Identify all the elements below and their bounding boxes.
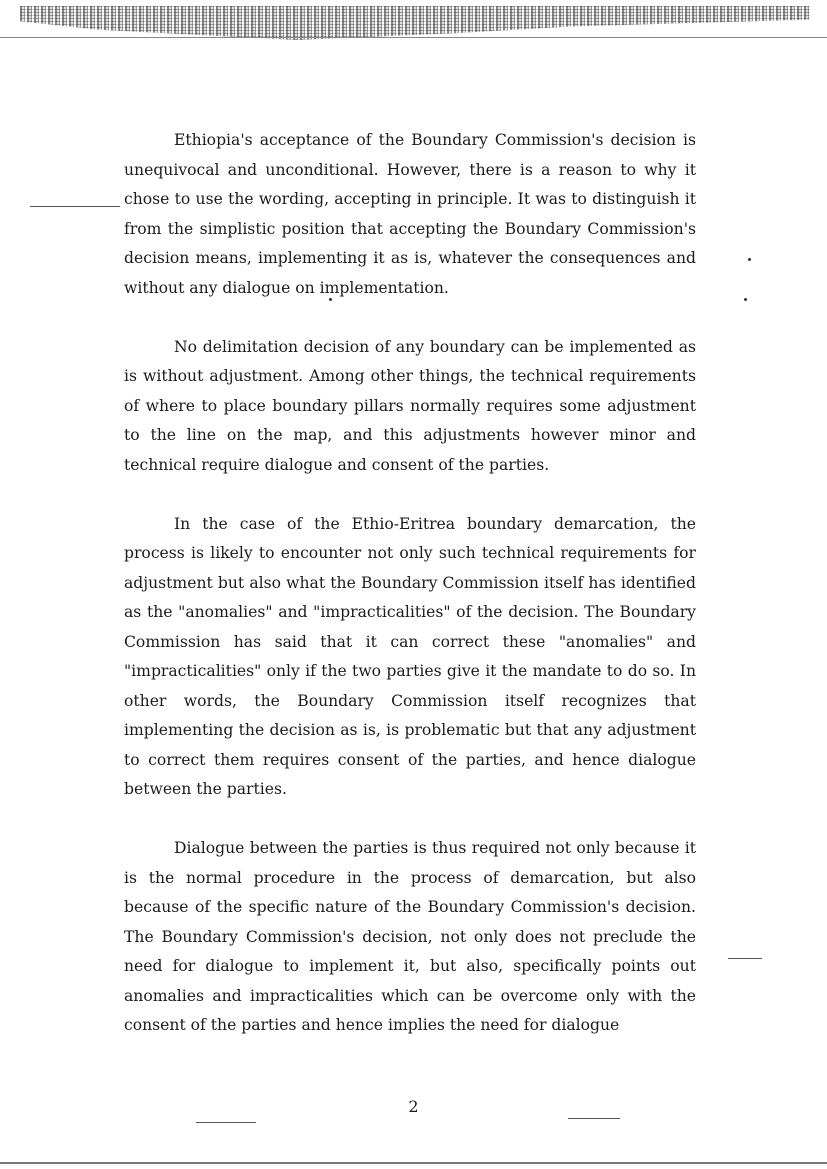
body-text (124, 126, 696, 1041)
scan-speck (744, 298, 747, 301)
scan-mark (196, 1122, 256, 1123)
scan-speck (329, 298, 332, 301)
paragraph-2: No delimitation decision of any boundary can be implemented as is without adjustment. Among other things, the technical requirements of where to place boundary pillars normally requires some adjustment to the line on the map, and this adjustments however minor and technical require dialogue and consent of the parties. (124, 337, 696, 474)
paragraph-4: Dialogue between the parties is thus required not only because it is the normal procedure in the process of demarcation, but also because of the specific nature of the Boundary Commission's decision. The Boundary Commission's decision, not only does not preclude the need for dialogue to implement it, but also, specifically points out anomalies and impracticalities which can be overcome only with the consent of the parties and hence implies the need for dialogue (124, 839, 696, 1034)
scan-mark (568, 1118, 620, 1119)
paragraph-3: In the case of the Ethio-Eritrea boundary demarcation, the process is likely to encounter not only such technical requirements for adjustment but also what the Boundary Commission itself has identified as the "anomalies" and "impracticalities" of the decision. The Boundary Commission has said that it can correct these "anomalies" and "impracticalities" only if the two parties give it the mandate to do so. In other words, the Boundary Commission itself recognizes that implementing the decision as is, is problematic but that any adjustment to correct them requires consent of the parties, and hence dialogue between the parties. (124, 514, 696, 798)
scan-edge-bottom (0, 1162, 827, 1164)
scan-mark (30, 206, 120, 207)
scan-edge-line (0, 37, 827, 38)
paragraph-1: Ethiopia's acceptance of the Boundary Commission's decision is unequivocal and unconditional. However, there is a reason to why it chose to use the wording, accepting in principle. It was to distinguish it from the simplistic position that accepting the Boundary Commission's decision means, implementing it as is, whatever the consequences and without any dialogue on implementation. (124, 131, 696, 297)
scan-mark (728, 958, 762, 959)
scan-noise-header (20, 6, 810, 40)
page-number: 2 (408, 1097, 419, 1116)
scan-speck (748, 258, 751, 261)
